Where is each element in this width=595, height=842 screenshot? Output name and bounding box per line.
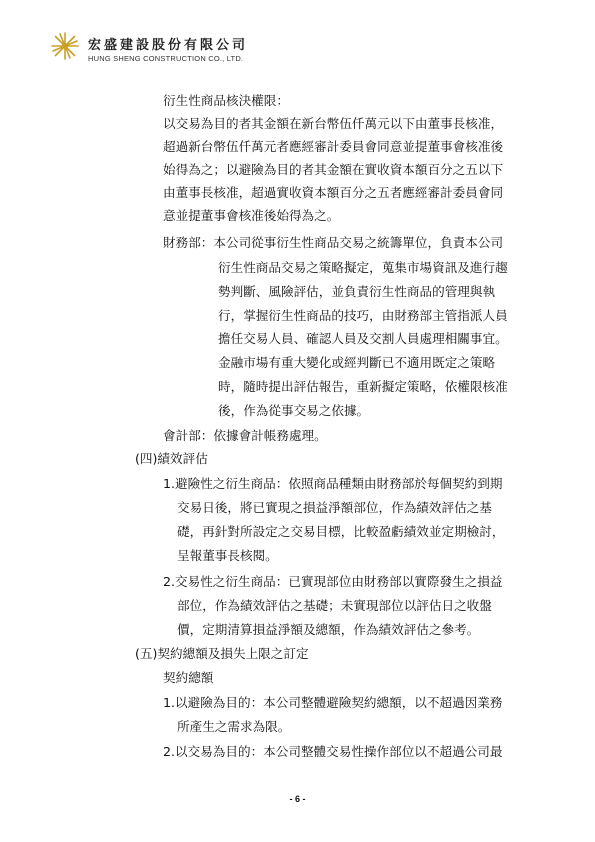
page-number: - 6 - bbox=[289, 794, 306, 804]
text-line: 由董事長核准，超過實收資本額百分之五者應經審計委員會同 bbox=[163, 185, 504, 200]
text-line: 始得為之；以避險為目的者其金額在實收資本額百分之五以下 bbox=[163, 162, 504, 177]
text-line: 1.以避險為目的：本公司整體避險契約總額，以不超過因業務 bbox=[163, 695, 503, 710]
text-line: 行，掌握衍生性商品的技巧，由財務部主管指派人員 bbox=[218, 308, 508, 323]
text-line: 1.避險性之衍生商品：依照商品種類由財務部於每個契約到期 bbox=[163, 476, 503, 491]
company-name-en: HUNG SHENG CONSTRUCTION CO., LTD. bbox=[88, 54, 244, 63]
text-line: 交易日後，將已實現之損益淨額部位，作為績效評估之基 bbox=[177, 500, 492, 515]
text-line: 勢判斷、風險評估，並負責衍生性商品的管理與執 bbox=[218, 284, 496, 299]
text-line: 以交易為目的者其金額在新台幣伍仟萬元以下由董事長核准， bbox=[163, 116, 504, 131]
text-line: 衍生性商品交易之策略擬定，蒐集市場資訊及進行趨 bbox=[218, 260, 508, 275]
text-line: 所產生之需求為限。 bbox=[177, 719, 291, 734]
text-line: 擔任交易人員、確認人員及交割人員處理相關事宜。 bbox=[218, 331, 508, 346]
text-line: 後，作為從事交易之依據。 bbox=[218, 403, 370, 418]
text-line: 時，隨時提出評估報告，重新擬定策略，依權限核准 bbox=[218, 379, 508, 394]
text-line: 呈報董事長核閱。 bbox=[177, 548, 278, 563]
text-line: 2.交易性之衍生商品：已實現部位由財務部以實際發生之損益 bbox=[163, 574, 503, 589]
text-line: 2.以交易為目的：本公司整體交易性操作部位以不超過公司最 bbox=[163, 744, 503, 759]
text-line: 會計部：依據會計帳務處理。 bbox=[163, 428, 327, 443]
section-heading: (五)契約總額及損失上限之訂定 bbox=[135, 646, 309, 661]
text-line: 價，定期清算損益淨額及總額，作為績效評估之參考。 bbox=[177, 622, 480, 637]
section-heading: (四)績效評估 bbox=[135, 451, 208, 466]
company-name-cn: 宏盛建設股份有限公司 bbox=[88, 38, 249, 53]
text-line: 衍生性商品核決權限： bbox=[163, 93, 289, 108]
text-line: 金融市場有重大變化或經判斷已不適用既定之策略 bbox=[218, 355, 496, 370]
text-line: 財務部：本公司從事衍生性商品交易之統籌單位，負責本公司 bbox=[163, 235, 504, 250]
text-line: 超過新台幣伍仟萬元者應經審計委員會同意並提董事會核准後 bbox=[163, 139, 504, 154]
text-line: 礎，再針對所設定之交易目標，比較盈虧績效並定期檢討， bbox=[177, 524, 505, 539]
text-line: 意並提董事會核准後始得為之。 bbox=[163, 208, 340, 223]
text-line: 契約總額 bbox=[163, 670, 214, 685]
text-line: 部位，作為績效評估之基礎；未實現部位以評估日之收盤 bbox=[177, 598, 492, 613]
